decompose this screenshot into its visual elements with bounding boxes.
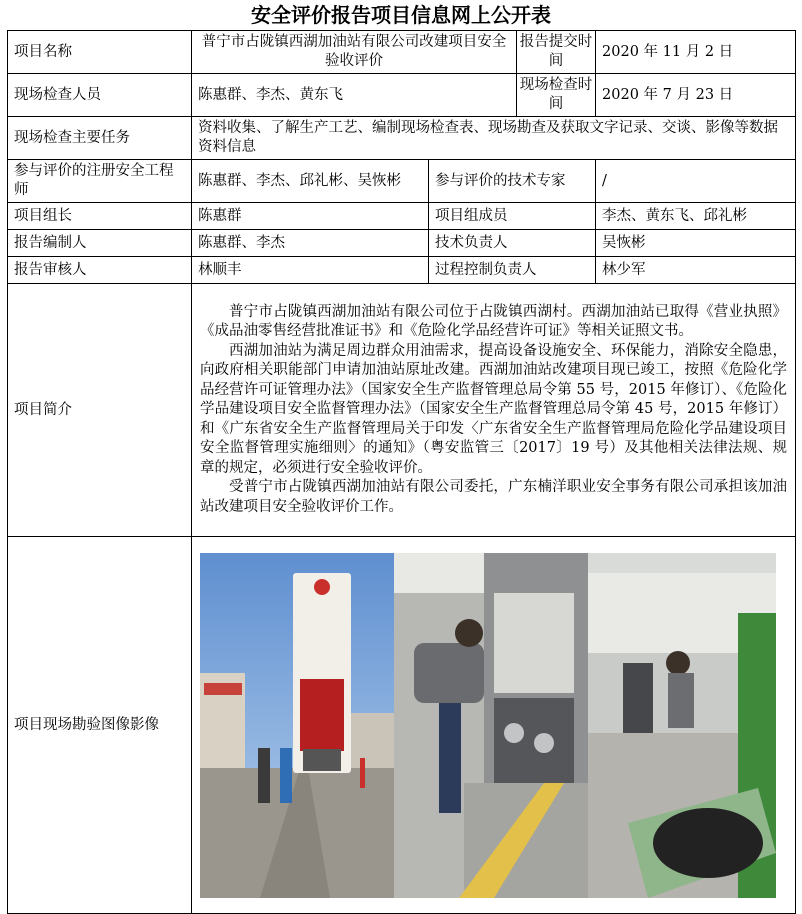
photo-dispenser (394, 553, 588, 898)
photo-tank-cover (588, 553, 776, 898)
inspectors-label: 现场检查人员 (8, 74, 192, 117)
tech-lead-value: 吴恢彬 (596, 230, 796, 257)
members-label: 项目组成员 (429, 203, 596, 230)
inspectors-value: 陈惠群、李杰、黄东飞 (192, 74, 517, 117)
tasks-value: 资料收集、了解生产工艺、编制现场检查表、现场勘查及获取文字记录、交谈、影像等数据资料信息 (192, 117, 796, 160)
leader-label: 项目组长 (8, 203, 192, 230)
page-title: 安全评价报告项目信息网上公开表 (251, 3, 551, 27)
intro-paragraph-1: 普宁市占陇镇西湖加油站有限公司位于占陇镇西湖村。西湖加油站已取得《营业执照》《成品油零售经营批准证书》和《危险化学品经营许可证》等相关证照文书。 (200, 303, 788, 340)
intro-paragraph-2: 西湖加油站为满足周边群众用油需求，提高设备设施安全、环保能力，消除安全隐患，向政府相关职能部门申请加油站原址改建。西湖加油站改建项目现已竣工，按照《危险化学品经营许可证管理办法》（国家安全生产监督管理总局令第 55 号，2015 年修订）、《危险化学品建设项目安全监督管理办法》（国家安全生产监督管理总局令第 45 号，2015 年修订）和《广东省安全生产监督管理局关于印发〈广东省安全生产监督管理局危险化学品建设项目安全监督管理实施细则〉的通知》（粤安监管三〔2017〕19 号）及其他相关法律法规、规章的规定，必须进行安全验收评价。 (200, 342, 788, 476)
project-name-value: 普宁市占陇镇西湖加油站有限公司改建项目安全验收评价 (192, 31, 517, 74)
row-intro (8, 284, 796, 537)
intro-paragraph-3: 受普宁市占陇镇西湖加油站有限公司委托，广东楠洋职业安全事务有限公司承担该加油站改建项目安全验收评价工作。 (200, 479, 788, 515)
row-engineers (8, 160, 796, 203)
row-inspectors (8, 74, 796, 117)
tech-lead-label: 技术负责人 (429, 230, 596, 257)
engineers-value: 陈惠群、李杰、邱礼彬、吴恢彬 (192, 160, 429, 203)
photo-sign-pole (200, 553, 394, 898)
row-photos (8, 537, 796, 914)
compiler-value: 陈惠群、李杰 (192, 230, 429, 257)
row-leader (8, 203, 796, 230)
reviewer-value: 林顺丰 (192, 257, 429, 284)
report-date-label: 报告提交时间 (517, 31, 596, 74)
row-tasks (8, 117, 796, 160)
leader-value: 陈惠群 (192, 203, 429, 230)
row-compiler (8, 230, 796, 257)
engineers-label: 参与评价的注册安全工程师 (8, 160, 192, 203)
reviewer-label: 报告审核人 (8, 257, 192, 284)
members-value: 李杰、黄东飞、邱礼彬 (596, 203, 796, 230)
info-table (7, 30, 796, 914)
inspect-date-label: 现场检查时间 (517, 74, 596, 117)
process-control-value: 林少军 (596, 257, 796, 284)
row-project-name (8, 31, 796, 74)
experts-value: / (596, 160, 796, 203)
tasks-label: 现场检查主要任务 (8, 117, 192, 160)
compiler-label: 报告编制人 (8, 230, 192, 257)
project-name-label: 项目名称 (8, 31, 192, 74)
intro-label: 项目简介 (8, 284, 192, 537)
photo-strip (192, 553, 795, 898)
experts-label: 参与评价的技术专家 (429, 160, 596, 203)
inspect-date-value: 2020 年 7 月 23 日 (596, 74, 796, 117)
photos-label: 项目现场勘验图像影像 (8, 537, 192, 914)
report-date-value: 2020 年 11 月 2 日 (596, 31, 796, 74)
row-reviewer (8, 257, 796, 284)
process-control-label: 过程控制负责人 (429, 257, 596, 284)
